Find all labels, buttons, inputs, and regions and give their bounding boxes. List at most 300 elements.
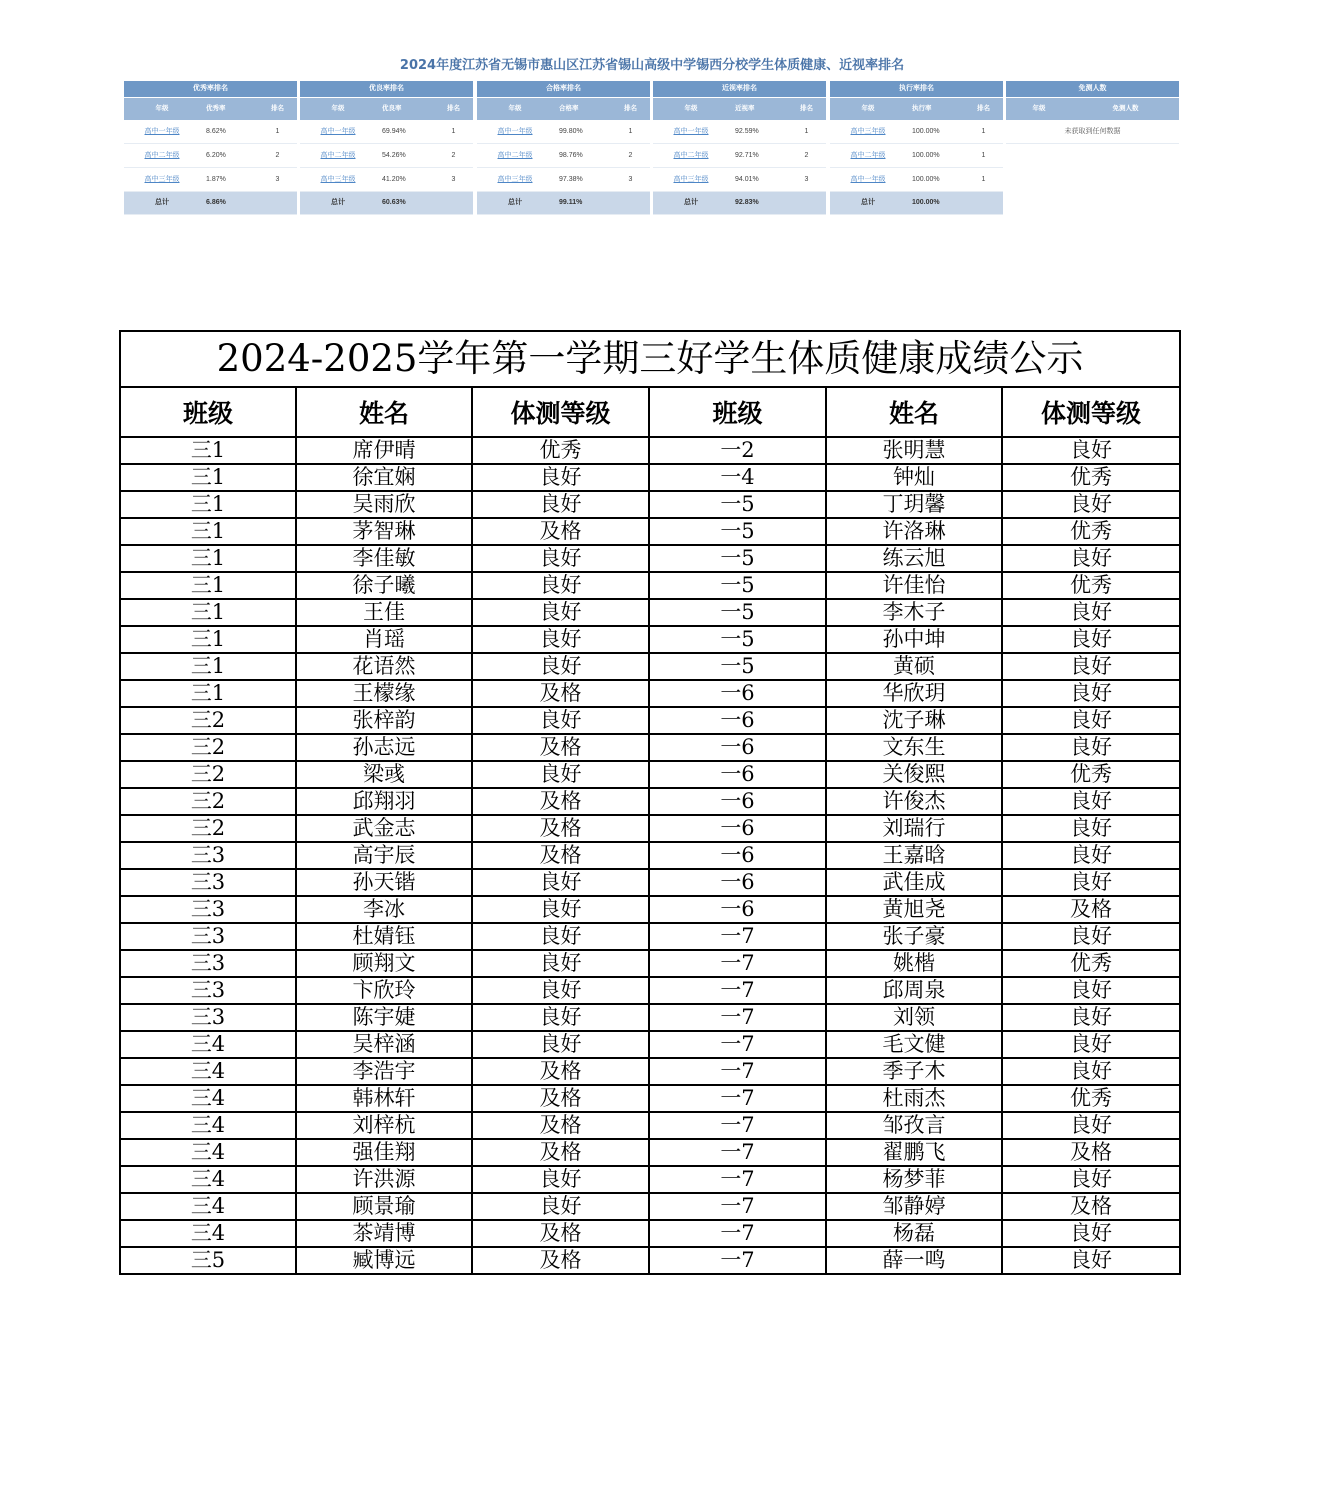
- table-row: [120, 653, 1180, 680]
- cell-grade: 及格: [1002, 1139, 1180, 1166]
- cell-grade: 及格: [472, 1112, 649, 1139]
- ranking-rate: 92.71%: [735, 152, 759, 159]
- cell-class: 三3: [120, 977, 296, 1004]
- cell-class: 三2: [120, 788, 296, 815]
- cell-name: 黄硕: [826, 653, 1002, 680]
- cell-name: 毛文健: [826, 1031, 1002, 1058]
- ranking-header: [477, 97, 650, 120]
- ranking-total-rate: 60.63%: [382, 199, 406, 206]
- cell-name: 翟鹏飞: [826, 1139, 1002, 1166]
- cell-name: 刘领: [826, 1004, 1002, 1031]
- ranking-caption: 优良率排名: [300, 81, 473, 97]
- cell-name: 邹静婷: [826, 1193, 1002, 1220]
- ranking-row: [124, 120, 297, 144]
- ranking-rate: 98.76%: [559, 152, 583, 159]
- table-row: [120, 1166, 1180, 1193]
- grades-table: [119, 330, 1181, 1275]
- table-row: [120, 761, 1180, 788]
- ranking-total-rank: [434, 192, 473, 214]
- table-row: [120, 815, 1180, 842]
- ranking-total-row: [830, 192, 1003, 215]
- exempt-caption: 免测人数: [1006, 81, 1179, 97]
- header-grade-left: 体测等级: [472, 387, 649, 437]
- cell-grade: 良好: [1002, 977, 1180, 1004]
- ranking-rate: 99.80%: [559, 128, 583, 135]
- cell-name: 邱周泉: [826, 977, 1002, 1004]
- cell-class: 三2: [120, 761, 296, 788]
- cell-grade: 良好: [472, 977, 649, 1004]
- cell-name: 臧博远: [296, 1247, 472, 1274]
- cell-class: 三4: [120, 1112, 296, 1139]
- cell-class: 一7: [649, 1085, 826, 1112]
- cell-grade: 及格: [472, 680, 649, 707]
- ranking-total-label: 总计: [861, 199, 875, 206]
- cell-name: 关俊熙: [826, 761, 1002, 788]
- cell-grade: 良好: [472, 923, 649, 950]
- exempt-empty-message: 未获取到任何数据: [1006, 120, 1179, 144]
- table-row: [120, 788, 1180, 815]
- cell-name: 韩林轩: [296, 1085, 472, 1112]
- cell-class: 一5: [649, 572, 826, 599]
- cell-name: 茅智琳: [296, 518, 472, 545]
- cell-name: 文东生: [826, 734, 1002, 761]
- cell-class: 三5: [120, 1247, 296, 1274]
- cell-grade: 良好: [472, 464, 649, 491]
- cell-name: 强佳翔: [296, 1139, 472, 1166]
- cell-name: 高宇辰: [296, 842, 472, 869]
- cell-name: 练云旭: [826, 545, 1002, 572]
- cell-grade: 优秀: [1002, 464, 1180, 491]
- ranking-rate: 100.00%: [912, 176, 940, 183]
- cell-grade: 良好: [472, 1166, 649, 1193]
- cell-grade: 良好: [1002, 545, 1180, 572]
- ranking-total-row: [300, 192, 473, 215]
- ranking-total-label: 总计: [508, 199, 522, 206]
- table-row: [120, 491, 1180, 518]
- ranking-row: [300, 144, 473, 168]
- cell-grade: 良好: [472, 599, 649, 626]
- cell-class: 一4: [649, 464, 826, 491]
- table-row: [120, 572, 1180, 599]
- ranking-total-row: [653, 192, 826, 215]
- table-row: [120, 842, 1180, 869]
- cell-class: 一7: [649, 1166, 826, 1193]
- cell-class: 三4: [120, 1058, 296, 1085]
- cell-class: 三2: [120, 815, 296, 842]
- ranking-grade-link[interactable]: 高中一年级: [850, 176, 886, 183]
- ranking-grade-link[interactable]: 高中三年级: [144, 176, 180, 183]
- cell-grade: 及格: [1002, 1193, 1180, 1220]
- cell-class: 一6: [649, 815, 826, 842]
- ranking-total-rank: [964, 192, 1003, 214]
- ranking-rank: 1: [275, 128, 280, 135]
- ranking-total-rank: [611, 192, 650, 214]
- cell-name: 杨磊: [826, 1220, 1002, 1247]
- ranking-total-row: [477, 192, 650, 215]
- ranking-rank: 2: [275, 152, 280, 159]
- ranking-total-rate: 6.86%: [206, 199, 226, 206]
- cell-class: 三1: [120, 680, 296, 707]
- ranking-rate: 100.00%: [912, 128, 940, 135]
- cell-class: 一5: [649, 518, 826, 545]
- ranking-header-rate: 近视率: [735, 105, 755, 112]
- cell-class: 三2: [120, 734, 296, 761]
- cell-grade: 良好: [472, 896, 649, 923]
- ranking-total-label: 总计: [684, 199, 698, 206]
- cell-name: 刘瑞行: [826, 815, 1002, 842]
- ranking-header: [653, 97, 826, 120]
- cell-grade: 及格: [472, 518, 649, 545]
- cell-grade: 良好: [472, 626, 649, 653]
- ranking-rate: 97.38%: [559, 176, 583, 183]
- cell-class: 三1: [120, 572, 296, 599]
- cell-class: 一2: [649, 437, 826, 464]
- table-row: [120, 1193, 1180, 1220]
- cell-name: 梁彧: [296, 761, 472, 788]
- cell-grade: 及格: [472, 734, 649, 761]
- ranking-header-rate: 优良率: [382, 105, 402, 112]
- table-row: [120, 437, 1180, 464]
- table-row: [120, 1220, 1180, 1247]
- cell-grade: 及格: [472, 1139, 649, 1166]
- cell-grade: 及格: [472, 1220, 649, 1247]
- ranking-block: [477, 81, 650, 215]
- cell-name: 许洪源: [296, 1166, 472, 1193]
- cell-class: 一7: [649, 1220, 826, 1247]
- ranking-grade-link[interactable]: 高中一年级: [497, 128, 533, 135]
- cell-class: 三4: [120, 1193, 296, 1220]
- cell-class: 一6: [649, 707, 826, 734]
- cell-grade: 良好: [1002, 1166, 1180, 1193]
- cell-grade: 良好: [472, 572, 649, 599]
- cell-class: 一6: [649, 761, 826, 788]
- cell-name: 丁玥馨: [826, 491, 1002, 518]
- cell-name: 姚楷: [826, 950, 1002, 977]
- cell-class: 三1: [120, 518, 296, 545]
- cell-grade: 良好: [472, 869, 649, 896]
- cell-grade: 及格: [472, 815, 649, 842]
- table-row: [120, 923, 1180, 950]
- ranking-grade-link[interactable]: 高中二年级: [320, 152, 356, 159]
- cell-name: 孙天锴: [296, 869, 472, 896]
- ranking-rate: 8.62%: [206, 128, 226, 135]
- table-title: 2024-2025学年第一学期三好学生体质健康成绩公示: [120, 331, 1180, 387]
- cell-grade: 良好: [1002, 842, 1180, 869]
- header-name-right: 姓名: [826, 387, 1002, 437]
- ranking-row: [830, 144, 1003, 168]
- cell-class: 一6: [649, 788, 826, 815]
- ranking-header-rank: 排名: [447, 105, 460, 112]
- ranking-row: [300, 168, 473, 192]
- ranking-total-rank: [787, 192, 826, 214]
- exempt-header-count: 免测人数: [1112, 105, 1139, 112]
- ranking-rank: 1: [451, 128, 456, 135]
- ranking-grade-link[interactable]: 高中二年级: [497, 152, 533, 159]
- ranking-grade-link[interactable]: 高中二年级: [850, 152, 886, 159]
- ranking-header-grade: 年级: [155, 105, 169, 112]
- cell-class: 三3: [120, 869, 296, 896]
- table-row: [120, 950, 1180, 977]
- ranking-rank: 3: [451, 176, 456, 183]
- ranking-rank: 2: [451, 152, 456, 159]
- ranking-row: [477, 120, 650, 144]
- header-class-left: 班级: [120, 387, 296, 437]
- ranking-grade-link[interactable]: 高中一年级: [673, 128, 709, 135]
- cell-class: 三1: [120, 653, 296, 680]
- cell-grade: 良好: [472, 950, 649, 977]
- ranking-rate: 54.26%: [382, 152, 406, 159]
- cell-grade: 良好: [472, 491, 649, 518]
- cell-grade: 优秀: [1002, 1085, 1180, 1112]
- ranking-rank: 1: [628, 128, 633, 135]
- cell-name: 邹孜言: [826, 1112, 1002, 1139]
- cell-name: 许佳怡: [826, 572, 1002, 599]
- cell-name: 茶靖博: [296, 1220, 472, 1247]
- ranking-header: [830, 97, 1003, 120]
- cell-grade: 良好: [1002, 599, 1180, 626]
- cell-grade: 优秀: [1002, 950, 1180, 977]
- ranking-grade-link[interactable]: 高中三年级: [320, 176, 356, 183]
- cell-grade: 及格: [1002, 896, 1180, 923]
- cell-name: 王佳: [296, 599, 472, 626]
- cell-grade: 良好: [1002, 680, 1180, 707]
- ranking-header-grade: 年级: [684, 105, 698, 112]
- ranking-header: [300, 97, 473, 120]
- cell-name: 张子豪: [826, 923, 1002, 950]
- cell-name: 花语然: [296, 653, 472, 680]
- ranking-header-rank: 排名: [624, 105, 637, 112]
- cell-class: 三4: [120, 1166, 296, 1193]
- ranking-row: [477, 144, 650, 168]
- cell-class: 一6: [649, 680, 826, 707]
- table-row: [120, 1004, 1180, 1031]
- cell-grade: 良好: [472, 1193, 649, 1220]
- cell-class: 一7: [649, 923, 826, 950]
- ranking-rate: 69.94%: [382, 128, 406, 135]
- ranking-caption: 优秀率排名: [124, 81, 297, 97]
- ranking-grade-link[interactable]: 高中三年级: [850, 128, 886, 135]
- cell-class: 三2: [120, 707, 296, 734]
- cell-class: 一7: [649, 950, 826, 977]
- cell-class: 一5: [649, 545, 826, 572]
- table-header-row: [120, 387, 1180, 437]
- table-row: [120, 707, 1180, 734]
- cell-grade: 及格: [472, 1247, 649, 1274]
- cell-class: 一5: [649, 599, 826, 626]
- cell-class: 三4: [120, 1085, 296, 1112]
- cell-grade: 良好: [1002, 626, 1180, 653]
- ranking-header-rate: 优秀率: [206, 105, 226, 112]
- cell-class: 一6: [649, 842, 826, 869]
- ranking-header-rank: 排名: [977, 105, 990, 112]
- exempt-block: [1006, 81, 1179, 144]
- ranking-row: [477, 168, 650, 192]
- table-row: [120, 977, 1180, 1004]
- cell-class: 一7: [649, 1004, 826, 1031]
- cell-name: 杨梦菲: [826, 1166, 1002, 1193]
- cell-class: 三3: [120, 950, 296, 977]
- ranking-block: [124, 81, 297, 215]
- cell-class: 一5: [649, 626, 826, 653]
- ranking-grade-link[interactable]: 高中一年级: [144, 128, 180, 135]
- cell-class: 一6: [649, 734, 826, 761]
- cell-class: 三4: [120, 1220, 296, 1247]
- cell-name: 李浩宇: [296, 1058, 472, 1085]
- cell-name: 徐子曦: [296, 572, 472, 599]
- cell-class: 三4: [120, 1031, 296, 1058]
- cell-class: 三1: [120, 464, 296, 491]
- cell-name: 吴雨欣: [296, 491, 472, 518]
- cell-class: 三1: [120, 491, 296, 518]
- ranking-rate: 6.20%: [206, 152, 226, 159]
- ranking-rank: 1: [981, 152, 986, 159]
- cell-name: 许洛琳: [826, 518, 1002, 545]
- cell-name: 邱翔羽: [296, 788, 472, 815]
- cell-class: 一7: [649, 1031, 826, 1058]
- ranking-total-label: 总计: [331, 199, 345, 206]
- cell-grade: 良好: [1002, 491, 1180, 518]
- exempt-header: [1006, 97, 1179, 120]
- ranking-row: [124, 144, 297, 168]
- table-row: [120, 518, 1180, 545]
- cell-grade: 良好: [472, 1004, 649, 1031]
- cell-class: 三1: [120, 599, 296, 626]
- cell-grade: 良好: [472, 545, 649, 572]
- ranking-total-rate: 92.83%: [735, 199, 759, 206]
- cell-name: 华欣玥: [826, 680, 1002, 707]
- table-row: [120, 680, 1180, 707]
- table-row: [120, 734, 1180, 761]
- cell-grade: 及格: [472, 1058, 649, 1085]
- header-grade-right: 体测等级: [1002, 387, 1180, 437]
- ranking-grade-link[interactable]: 高中一年级: [320, 128, 356, 135]
- header-name-left: 姓名: [296, 387, 472, 437]
- ranking-rank: 2: [628, 152, 633, 159]
- cell-name: 季子木: [826, 1058, 1002, 1085]
- cell-name: 孙志远: [296, 734, 472, 761]
- cell-name: 钟灿: [826, 464, 1002, 491]
- ranking-rank: 3: [628, 176, 633, 183]
- cell-class: 一7: [649, 1193, 826, 1220]
- ranking-total-rate: 100.00%: [912, 199, 940, 206]
- ranking-header-rate: 合格率: [559, 105, 579, 112]
- ranking-total-row: [124, 192, 297, 215]
- ranking-total-rate: 99.11%: [559, 199, 583, 206]
- ranking-rate: 94.01%: [735, 176, 759, 183]
- cell-class: 三3: [120, 842, 296, 869]
- cell-grade: 良好: [1002, 1004, 1180, 1031]
- ranking-rank: 1: [981, 128, 986, 135]
- cell-grade: 及格: [472, 842, 649, 869]
- cell-name: 许俊杰: [826, 788, 1002, 815]
- cell-class: 三3: [120, 896, 296, 923]
- ranking-header-grade: 年级: [508, 105, 522, 112]
- ranking-rank: 3: [275, 176, 280, 183]
- cell-grade: 良好: [1002, 1031, 1180, 1058]
- cell-grade: 良好: [472, 1031, 649, 1058]
- cell-grade: 良好: [1002, 1247, 1180, 1274]
- ranking-grade-link[interactable]: 高中三年级: [497, 176, 533, 183]
- cell-name: 刘梓杭: [296, 1112, 472, 1139]
- cell-class: 一7: [649, 1112, 826, 1139]
- ranking-caption: 近视率排名: [653, 81, 826, 97]
- table-row: [120, 545, 1180, 572]
- ranking-grade-link[interactable]: 高中二年级: [673, 152, 709, 159]
- cell-name: 陈宇婕: [296, 1004, 472, 1031]
- cell-grade: 良好: [472, 707, 649, 734]
- cell-grade: 良好: [472, 653, 649, 680]
- cell-name: 顾翔文: [296, 950, 472, 977]
- ranking-grade-link[interactable]: 高中二年级: [144, 152, 180, 159]
- ranking-header-grade: 年级: [861, 105, 875, 112]
- cell-name: 武金志: [296, 815, 472, 842]
- ranking-header: [124, 97, 297, 120]
- table-row: [120, 869, 1180, 896]
- ranking-row: [830, 168, 1003, 192]
- ranking-rate: 41.20%: [382, 176, 406, 183]
- ranking-header-rate: 执行率: [912, 105, 932, 112]
- ranking-rank: 2: [804, 152, 809, 159]
- cell-grade: 良好: [1002, 869, 1180, 896]
- ranking-rate: 1.87%: [206, 176, 226, 183]
- ranking-row: [300, 120, 473, 144]
- ranking-rank: 3: [804, 176, 809, 183]
- cell-grade: 及格: [472, 1085, 649, 1112]
- cell-name: 孙中坤: [826, 626, 1002, 653]
- ranking-row: [653, 120, 826, 144]
- cell-class: 一7: [649, 977, 826, 1004]
- ranking-caption: 执行率排名: [830, 81, 1003, 97]
- ranking-rate: 100.00%: [912, 152, 940, 159]
- cell-class: 一5: [649, 491, 826, 518]
- table-row: [120, 1058, 1180, 1085]
- ranking-row: [124, 168, 297, 192]
- cell-name: 薛一鸣: [826, 1247, 1002, 1274]
- cell-grade: 良好: [1002, 437, 1180, 464]
- cell-name: 徐宜娴: [296, 464, 472, 491]
- table-row: [120, 1247, 1180, 1274]
- ranking-row: [653, 144, 826, 168]
- ranking-row: [653, 168, 826, 192]
- cell-class: 一7: [649, 1139, 826, 1166]
- cell-grade: 良好: [472, 761, 649, 788]
- table-row: [120, 599, 1180, 626]
- cell-grade: 良好: [1002, 653, 1180, 680]
- cell-name: 卞欣玲: [296, 977, 472, 1004]
- ranking-block: [830, 81, 1003, 215]
- ranking-caption: 合格率排名: [477, 81, 650, 97]
- table-row: [120, 626, 1180, 653]
- cell-name: 肖瑶: [296, 626, 472, 653]
- cell-name: 李木子: [826, 599, 1002, 626]
- cell-class: 一7: [649, 1247, 826, 1274]
- cell-name: 张明慧: [826, 437, 1002, 464]
- cell-name: 黄旭尧: [826, 896, 1002, 923]
- ranking-rank: 1: [981, 176, 986, 183]
- cell-name: 武佳成: [826, 869, 1002, 896]
- cell-grade: 良好: [1002, 707, 1180, 734]
- table-row: [120, 1085, 1180, 1112]
- table-row: [120, 1112, 1180, 1139]
- cell-grade: 良好: [1002, 788, 1180, 815]
- ranking-row: [830, 120, 1003, 144]
- ranking-rank: 1: [804, 128, 809, 135]
- cell-class: 三3: [120, 1004, 296, 1031]
- ranking-block: [300, 81, 473, 215]
- header-class-right: 班级: [649, 387, 826, 437]
- ranking-rate: 92.59%: [735, 128, 759, 135]
- ranking-grade-link[interactable]: 高中三年级: [673, 176, 709, 183]
